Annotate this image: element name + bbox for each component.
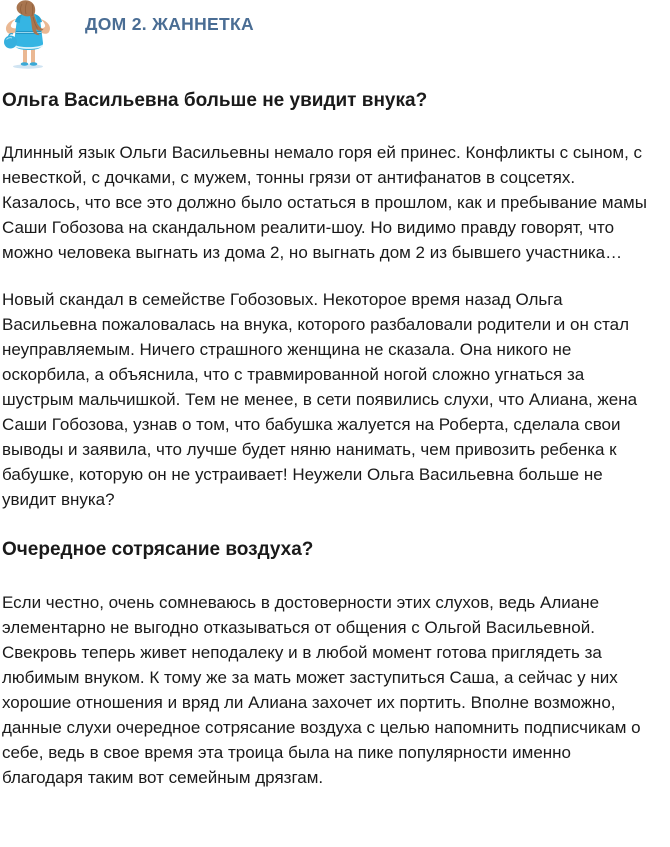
paragraph-opinion: Если честно, очень сомневаюсь в достоверности этих слухов, ведь Алиане элементарно не выгодно отказываться от общения с Ольгой Васильевной. Свекровь теперь живет неподалеку и в любой момент готова приглядеть за любимым внуком. К тому же за мать может заступиться Саша, а сейчас у них хорошие отношения и вряд ли Алиана захочет их портить. Вполне возможно, данные слухи очередное сотрясание воздуха с целью напомнить подписчикам о себе, ведь в свое время эта троица была на пике популярности именно благодаря таким вот семейным дрязгам. [2,593,641,787]
community-avatar[interactable] [0,0,58,70]
article-title: Ольга Васильевна больше не увидит внука? [2,90,428,111]
community-name-link[interactable]: ДОМ 2. ЖАННЕТКА [85,14,254,34]
paragraph-intro: Длинный язык Ольги Васильевны немало горя ей принес. Конфликты с сыном, с невесткой, с дочками, с мужем, тонны грязи от антифанатов в соцсетях. Казалось, что все это должно было остаться в прошлом, как и пребывание мамы Саши Гобозова на скандальном реалити-шоу. Но видимо правду говорят, что можно человека выгнать из дома 2, но выгнать дом 2 из бывшего участника… [2,143,647,262]
paragraph-scandal: Новый скандал в семействе Гобозовых. Некоторое время назад Ольга Васильевна пожаловалась на внука, которого разбаловали родители и он стал неуправляемым. Ничего страшного женщина не сказала. Она никого не оскорбила, а объяснила, что с травмированной ногой сложно угнаться за шустрым мальчишкой. Тем не менее, в сети появились слухи, что Алиана, жена Саши Гобозова, узнав о том, что бабушка жалуется на Роберта, сделала свои выводы и заявила, что лучше будет няню нанимать, чем привозить ребенка к бабушке, которую он не устраивает! Неужели Ольга Васильевна больше не увидит внука? [2,290,638,509]
post-header [0,0,670,70]
article-subheading: Очередное сотрясание воздуха? [2,539,314,560]
woman-in-blue-dress-icon [0,0,58,70]
article-body [0,89,670,790]
